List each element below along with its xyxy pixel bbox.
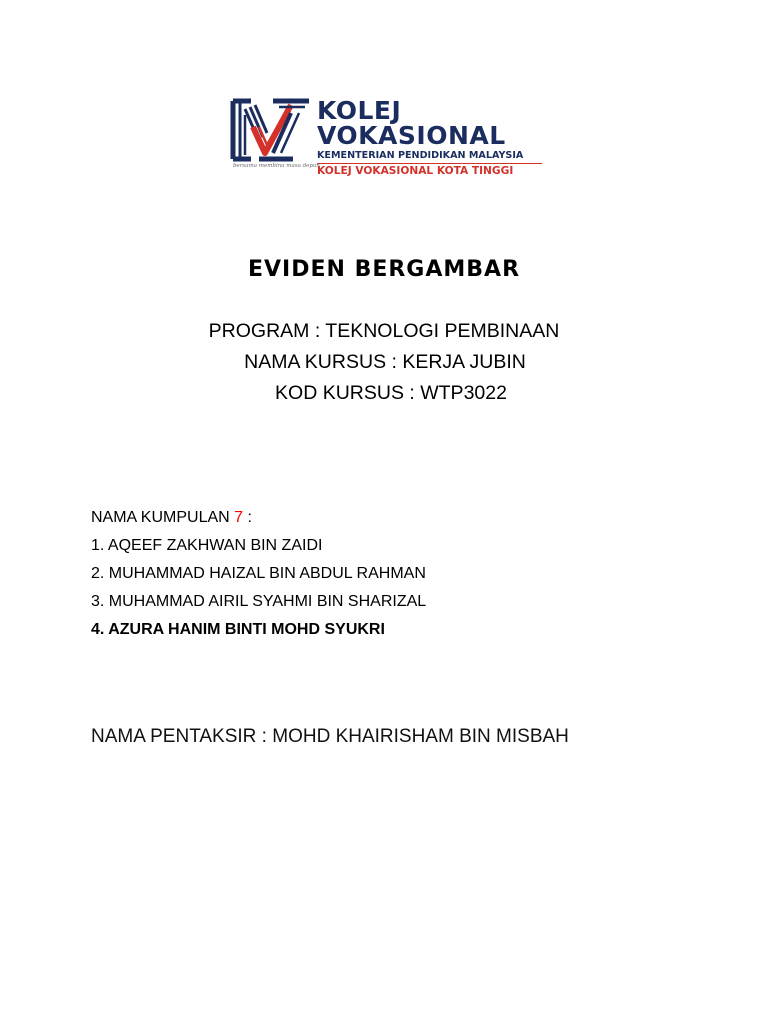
logo-title-line2: VOKASIONAL: [317, 121, 506, 150]
member-4: 4. AZURA HANIM BINTI MOHD SYUKRI: [91, 621, 385, 638]
course-code-line: KOD KURSUS : WTP3022: [275, 382, 507, 404]
program-line: PROGRAM : TEKNOLOGI PEMBINAAN: [208, 320, 560, 342]
member-2: 2. MUHAMMAD HAIZAL BIN ABDUL RAHMAN: [91, 565, 426, 582]
course-name-line: NAMA KURSUS : KERJA JUBIN: [244, 351, 526, 373]
group-label-prefix: NAMA KUMPULAN: [91, 509, 230, 526]
document-title: EVIDEN BERGAMBAR: [247, 257, 521, 282]
logo-tagline: bersama membina masa depan: [233, 163, 320, 169]
group-number: 7: [234, 509, 244, 526]
college-logo: [229, 97, 544, 183]
group-label-suffix: :: [243, 509, 252, 526]
member-3: 3. MUHAMMAD AIRIL SYAHMI BIN SHARIZAL: [91, 593, 427, 610]
group-label: [91, 504, 426, 532]
logo-campus: KOLEJ VOKASIONAL KOTA TINGGI: [317, 165, 514, 177]
logo-title-line1: KOLEJ: [317, 96, 402, 125]
member-1: 1. AQEEF ZAKHWAN BIN ZAIDI: [91, 537, 323, 554]
group-members: [91, 504, 426, 644]
assessor-name: NAMA PENTAKSIR : MOHD KHAIRISHAM BIN MISBAH: [91, 726, 569, 747]
logo-ministry: KEMENTERIAN PENDIDIKAN MALAYSIA: [317, 150, 542, 164]
kv-emblem-icon: [229, 97, 315, 163]
course-info: [0, 316, 768, 409]
